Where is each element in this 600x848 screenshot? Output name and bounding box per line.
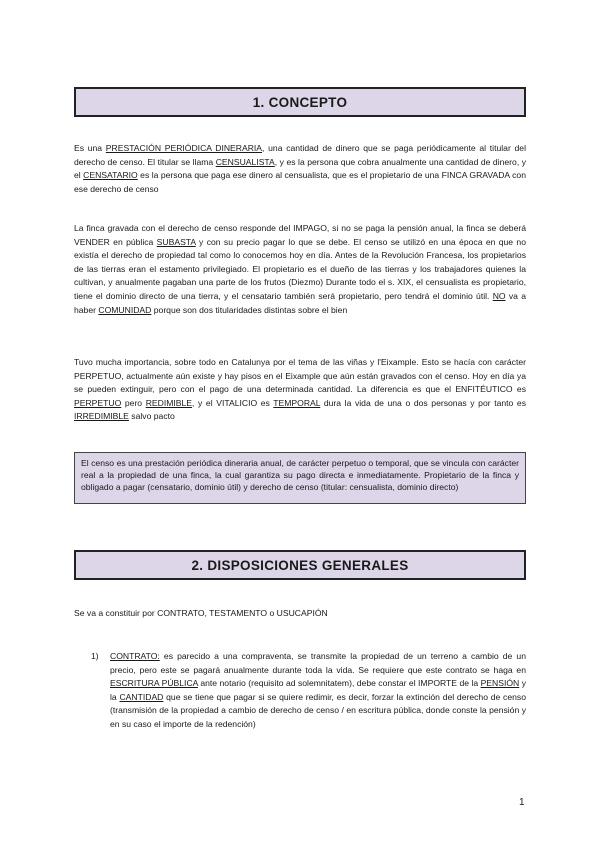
paragraph-intro	[74, 607, 526, 621]
section-heading-concepto	[74, 87, 526, 117]
paragraph-catalunya	[74, 356, 526, 424]
text-run: es parecido a una compraventa, se transmite la propiedad de un terreno a cambio de un precio, pero este se pagará anualmente durante toda la vida. Se requiere que este contrato se haga en	[110, 651, 526, 675]
text-run: va a haber	[74, 290, 526, 315]
summary-box	[74, 452, 526, 504]
text-run: , una cantidad de dinero que se paga periódicamente al titular del derecho de censo. El titular se llama	[74, 143, 526, 167]
underlined-term: CANTIDAD	[119, 691, 164, 702]
section-heading-text: 2. DISPOSICIONES GENERALES	[191, 557, 409, 573]
text-run: Tuvo mucha importancia, sobre todo en Catalunya por el tema de las viñas y l'Eixample. Esto se hacía con carácter PERPETUO, actualmente aún existe y hay pisos en el Eixample que aún están gravados con el censo. Hoy en día ya se pueden extinguir, pero con el pago de una determinada cantidad. La diferencia es que el ENFITÉUTICO es	[74, 357, 526, 395]
text-run: Es una	[74, 143, 106, 153]
text-run: que se tiene que pagar si se quiere redimir, es decir, forzar la extinción del derecho de censo (transmisión de la propiedad a cambio de derecho de censo / en escritura pública, donde conste la pensión y en su caso el importe de la redención)	[110, 691, 526, 729]
underlined-term: NO	[492, 290, 506, 301]
underlined-term: CONTRATO:	[110, 651, 160, 661]
underlined-term: CENSATARIO	[83, 170, 138, 181]
underlined-term: PRESTACIÓN PERIÓDICA DINERARIA	[105, 143, 263, 153]
underlined-term: PENSIÓN	[480, 678, 520, 689]
underlined-term: REDIMIBLE	[145, 397, 193, 408]
text-run: porque son dos titularidades distintas sobre el bien	[151, 304, 348, 315]
text-run: dura la vida de una o dos personas y por tanto es	[320, 397, 526, 408]
underlined-term: PERPETUO	[74, 397, 122, 408]
text-run: , y es la persona que cobra anualmente una cantidad de dinero, y el	[74, 156, 526, 181]
text-run: , y el VITALICIO es	[192, 397, 274, 408]
text-run: y con su precio pagar lo que se debe. El censo se utilizó en una época en que no existía el derecho de propiedad tal como lo conocemos hoy en día. Antes de la Revolución Francesa, los propietarios de las tierras eran el estamento privilegiado. El propietario es el dueño de las tierras y los trabajadores quienes la cultivan, y anualmente pagaban una parte de los frutos (Diezmo) Durante todo el s. XIX, el censualista es propietario, tiene el dominio directo de una tierra, y el censatario también será propietario, pero tendrá el dominio útil.	[74, 236, 526, 301]
text-run: es la persona que paga ese dinero al censualista, que es el propietario de una FINCA GRAVADA con ese derecho de censo	[74, 170, 526, 194]
paragraph-definition	[74, 142, 526, 196]
underlined-term: ESCRITURA PÚBLICA	[110, 678, 198, 689]
text-run: ante notario (requisito ad solemnitatem), debe constar el IMPORTE de la	[197, 678, 481, 689]
summary-text: El censo es una prestación periódica dineraria anual, de carácter perpetuo o temporal, que se vincula con carácter real a la propiedad de una finca, la cual garantiza su pago directa e inmediatamente. Propietario de la finca y obligado a pagar (censatario, dominio útil) y derecho de censo (titular: censualista, dominio directo)	[81, 458, 519, 493]
list-item-contrato	[110, 650, 526, 732]
section-heading-text: 1. CONCEPTO	[252, 94, 348, 110]
underlined-term: SUBASTA	[156, 236, 196, 247]
text-run: y la	[110, 678, 526, 702]
text-run: Se va a constituir por CONTRATO, TESTAMENTO o USUCAPIÓN	[74, 608, 328, 618]
underlined-term: IRREDIMIBLE	[74, 411, 129, 422]
section-heading-disposiciones	[74, 550, 526, 580]
text-run: La finca gravada con el derecho de censo responde del IMPAGO, si no se paga la pensión anual, la finca se deberá VENDER en pública	[74, 223, 526, 247]
underlined-term: CENSUALISTA	[215, 156, 275, 167]
page-number: 1	[519, 797, 525, 808]
text-run: pero	[121, 397, 146, 408]
paragraph-impago	[74, 222, 526, 317]
text-run: salvo pacto	[128, 411, 175, 422]
list-item-number: 1)	[91, 651, 99, 661]
underlined-term: COMUNIDAD	[98, 304, 152, 315]
underlined-term: TEMPORAL	[273, 397, 321, 408]
